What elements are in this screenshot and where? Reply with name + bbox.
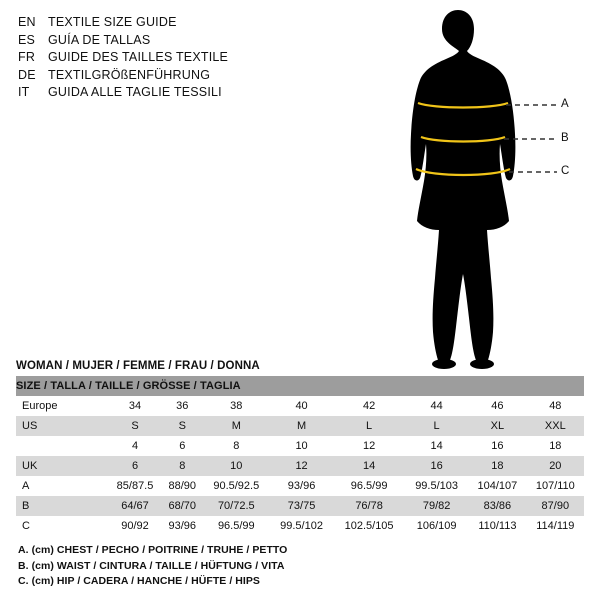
row-label-c: C (22, 520, 30, 532)
cell: 40 (295, 400, 308, 412)
cell: 38 (230, 400, 243, 412)
cell: XL (490, 420, 505, 432)
cell: 8 (179, 460, 186, 472)
footnote-c: C. (cm) HIP / CADERA / HANCHE / HÜFTE / HIPS (18, 575, 260, 587)
title-text-fr: GUIDE DES TAILLES TEXTILE (48, 50, 229, 64)
table-row (16, 436, 584, 456)
cell: 6 (131, 460, 139, 472)
footnotes (18, 543, 578, 590)
title-row-es (18, 32, 348, 50)
table-row (16, 396, 584, 416)
row-label-uk: UK (22, 460, 38, 472)
cell: 64/67 (121, 500, 149, 512)
table-row (16, 516, 584, 536)
cell: 96.5/99 (350, 480, 388, 492)
cell: 88/90 (168, 480, 197, 492)
cell: 36 (176, 400, 189, 412)
footnote-b: B. (cm) WAIST / CINTURA / TAILLE / HÜFTUNG / VITA (18, 559, 285, 572)
cell: 46 (491, 400, 504, 412)
title-row-en (18, 14, 348, 32)
language-code-it: IT (18, 85, 30, 99)
size-table (16, 376, 584, 536)
table-row (16, 496, 584, 516)
cell: 106/109 (416, 520, 457, 532)
female-silhouette-icon (372, 6, 592, 376)
cell: 34 (128, 400, 142, 412)
table-column-header: SIZE / TALLA / TAILLE / GRÖSSE / TAGLIA (16, 380, 241, 392)
cell: 70/72.5 (217, 500, 255, 512)
cell: 16 (491, 440, 504, 452)
cell: L (366, 420, 373, 432)
row-label-us: US (22, 420, 38, 432)
title-text-de: TEXTILGRÖßENFÜHRUNG (48, 67, 211, 82)
cell: 12 (362, 440, 376, 452)
cell: 99.5/102 (280, 520, 323, 532)
cell: 18 (491, 460, 504, 472)
cell: 90/92 (121, 520, 149, 532)
footnote-a: A. (cm) CHEST / PECHO / POITRINE / TRUHE / PETTO (18, 544, 288, 556)
cell: M (296, 420, 307, 432)
cell: 48 (549, 400, 562, 412)
cell: 93/96 (168, 520, 197, 532)
cell: 93/96 (287, 480, 316, 492)
language-code-de: DE (18, 67, 36, 82)
cell: S (178, 420, 186, 432)
cell: 114/119 (536, 520, 575, 532)
measure-label-b: B (561, 132, 569, 144)
table-row (16, 456, 584, 476)
cell: L (433, 420, 440, 432)
row-label-b: B (22, 500, 30, 512)
cell: XXL (544, 420, 566, 432)
title-row-de (18, 67, 348, 85)
cell: 99.5/103 (415, 480, 459, 492)
cell: 18 (549, 440, 562, 452)
cell: 107/110 (535, 480, 575, 492)
cell: 87/90 (541, 500, 570, 512)
cell: 10 (295, 440, 308, 452)
cell: 102.5/105 (344, 520, 394, 532)
table-row (16, 416, 584, 436)
cell: 90.5/92.5 (213, 480, 260, 492)
size-table-section (16, 360, 584, 536)
row-label-europe: Europe (22, 400, 58, 412)
table-header-row (16, 376, 584, 396)
cell: 85/87.5 (116, 480, 154, 492)
cell: M (231, 420, 241, 432)
cell: 68/70 (168, 500, 197, 512)
cell: 8 (233, 440, 240, 452)
cell: 10 (230, 460, 243, 472)
cell: 110/113 (478, 520, 517, 532)
row-label-us-numeric (16, 436, 108, 456)
title-block (18, 14, 348, 102)
cell: 6 (179, 440, 186, 452)
title-row-it (18, 84, 348, 102)
cell: 14 (430, 440, 443, 452)
cell: 20 (549, 460, 562, 472)
cell: 44 (430, 400, 443, 412)
cell: 96.5/99 (217, 520, 255, 532)
cell: 73/75 (287, 500, 316, 512)
language-code-es: ES (18, 32, 36, 47)
title-text-it: GUIDA ALLE TAGLIE TESSILI (48, 85, 222, 99)
cell: 79/82 (422, 500, 451, 512)
row-label-a: A (22, 480, 30, 492)
cell: 104/107 (477, 480, 518, 492)
title-text-es: GUÍA DE TALLAS (48, 32, 151, 47)
body-figure (372, 6, 592, 376)
cell: S (131, 420, 139, 432)
cell: 16 (430, 460, 443, 472)
cell: 4 (131, 440, 139, 452)
cell: 42 (362, 400, 376, 412)
measure-label-c: C (561, 165, 570, 177)
language-code-fr: FR (18, 50, 36, 64)
title-text-en: TEXTILE SIZE GUIDE (48, 15, 177, 29)
cell: 76/78 (355, 500, 383, 512)
title-row-fr (18, 49, 348, 67)
cell: 83/86 (483, 500, 512, 512)
table-row (16, 476, 584, 496)
cell: 14 (362, 460, 376, 472)
cell: 12 (295, 460, 308, 472)
language-code-en: EN (18, 15, 36, 29)
table-group-header: WOMAN / MUJER / FEMME / FRAU / DONNA (16, 360, 260, 372)
measure-label-a: A (561, 98, 569, 110)
